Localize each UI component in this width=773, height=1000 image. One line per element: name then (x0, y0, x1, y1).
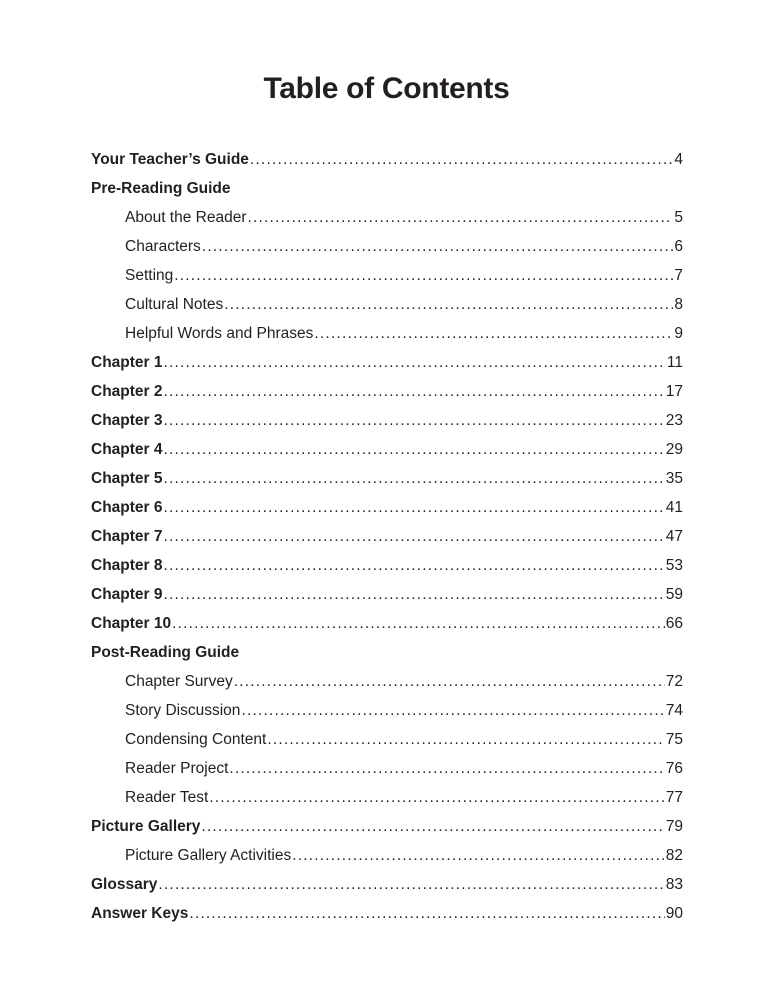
toc-entry-label: Condensing Content (125, 725, 267, 754)
toc-entry-label: Cultural Notes (125, 290, 224, 319)
toc-entry-page: 4 (674, 151, 683, 168)
toc-entry-label: Chapter Survey (125, 667, 234, 696)
table-of-contents (91, 145, 683, 928)
toc-entry-page: 72 (665, 673, 683, 690)
dot-leader (164, 580, 665, 609)
toc-entry-page: 17 (665, 383, 683, 400)
toc-entry-label: Chapter 2 (91, 377, 164, 406)
toc-entry-label: Picture Gallery Activities (125, 841, 292, 870)
dot-leader (164, 464, 665, 493)
toc-entry-page: 76 (665, 760, 683, 777)
toc-entry-page: 7 (674, 267, 683, 284)
dot-leader (234, 667, 665, 696)
toc-entry-label: Story Discussion (125, 696, 241, 725)
dot-leader (248, 203, 674, 232)
toc-entry-page: 11 (666, 354, 683, 371)
toc-entry-label: Glossary (91, 870, 158, 899)
dot-leader (164, 522, 665, 551)
dot-leader (164, 377, 665, 406)
toc-entry-label: Chapter 1 (91, 348, 164, 377)
toc-entry-page: 66 (665, 615, 683, 632)
dot-leader (164, 435, 665, 464)
toc-entry-page: 8 (674, 296, 683, 313)
toc-entry-label: Reader Project (125, 754, 229, 783)
toc-entry-label: Your Teacher’s Guide (91, 145, 250, 174)
toc-entry-picture-gallery-activities[interactable] (91, 841, 683, 870)
dot-leader (229, 754, 664, 783)
toc-entry-page: 35 (665, 470, 683, 487)
toc-entry-label: Reader Test (125, 783, 209, 812)
toc-entry-answer-keys[interactable] (91, 899, 683, 928)
dot-leader (158, 870, 664, 899)
toc-entry-about-the-reader[interactable] (91, 203, 683, 232)
toc-section-label: Pre-Reading Guide (91, 174, 232, 203)
dot-leader (164, 493, 665, 522)
page-title: Table of Contents (263, 72, 510, 105)
dot-leader (314, 319, 673, 348)
toc-entry-label: Answer Keys (91, 899, 189, 928)
toc-section-pre-reading-guide (91, 174, 683, 203)
dot-leader (164, 551, 665, 580)
toc-entry-label: Chapter 5 (91, 464, 164, 493)
toc-entry-chapter-7[interactable] (91, 522, 683, 551)
toc-entry-label: Picture Gallery (91, 812, 201, 841)
toc-entry-page: 75 (665, 731, 683, 748)
dot-leader (164, 406, 665, 435)
toc-entry-label: Chapter 8 (91, 551, 164, 580)
toc-entry-page: 47 (665, 528, 683, 545)
toc-entry-chapter-1[interactable] (91, 348, 683, 377)
toc-entry-chapter-9[interactable] (91, 580, 683, 609)
dot-leader (250, 145, 673, 174)
dot-leader (224, 290, 673, 319)
dot-leader (201, 812, 664, 841)
toc-entry-story-discussion[interactable] (91, 696, 683, 725)
toc-entry-label: Characters (125, 232, 202, 261)
dot-leader (267, 725, 664, 754)
dot-leader (209, 783, 664, 812)
toc-entry-page: 9 (674, 325, 683, 342)
toc-entry-page: 59 (665, 586, 683, 603)
toc-section-post-reading-guide (91, 638, 683, 667)
toc-entry-page: 29 (665, 441, 683, 458)
toc-entry-label: Chapter 7 (91, 522, 164, 551)
dot-leader (174, 261, 673, 290)
toc-entry-page: 82 (665, 847, 683, 864)
dot-leader (241, 696, 664, 725)
toc-entry-page: 5 (674, 209, 683, 226)
toc-entry-page: 77 (665, 789, 683, 806)
toc-entry-page: 41 (665, 499, 683, 516)
toc-entry-chapter-4[interactable] (91, 435, 683, 464)
toc-entry-chapter-8[interactable] (91, 551, 683, 580)
toc-entry-page: 74 (665, 702, 683, 719)
toc-entry-label: Chapter 4 (91, 435, 164, 464)
toc-entry-your-teachers-guide[interactable] (91, 145, 683, 174)
toc-entry-condensing-content[interactable] (91, 725, 683, 754)
toc-entry-setting[interactable] (91, 261, 683, 290)
toc-entry-characters[interactable] (91, 232, 683, 261)
dot-leader (172, 609, 665, 638)
toc-entry-helpful-words[interactable] (91, 319, 683, 348)
toc-entry-page: 90 (665, 905, 683, 922)
toc-entry-chapter-5[interactable] (91, 464, 683, 493)
dot-leader (292, 841, 665, 870)
toc-entry-chapter-3[interactable] (91, 406, 683, 435)
toc-entry-label: About the Reader (125, 203, 248, 232)
toc-entry-page: 6 (674, 238, 683, 255)
toc-entry-label: Setting (125, 261, 174, 290)
toc-entry-cultural-notes[interactable] (91, 290, 683, 319)
toc-entry-label: Chapter 9 (91, 580, 164, 609)
toc-entry-page: 53 (665, 557, 683, 574)
toc-entry-label: Chapter 6 (91, 493, 164, 522)
toc-entry-label: Chapter 10 (91, 609, 172, 638)
dot-leader (164, 348, 666, 377)
toc-entry-label: Chapter 3 (91, 406, 164, 435)
dot-leader (202, 232, 674, 261)
toc-entry-reader-project[interactable] (91, 754, 683, 783)
toc-entry-chapter-survey[interactable] (91, 667, 683, 696)
toc-entry-chapter-10[interactable] (91, 609, 683, 638)
toc-entry-label: Helpful Words and Phrases (125, 319, 314, 348)
dot-leader (189, 899, 664, 928)
toc-entry-picture-gallery[interactable] (91, 812, 683, 841)
toc-entry-reader-test[interactable] (91, 783, 683, 812)
toc-entry-chapter-6[interactable] (91, 493, 683, 522)
toc-entry-chapter-2[interactable] (91, 377, 683, 406)
toc-section-label: Post-Reading Guide (91, 638, 240, 667)
toc-entry-page: 79 (665, 818, 683, 835)
toc-entry-page: 23 (665, 412, 683, 429)
toc-entry-page: 83 (665, 876, 683, 893)
toc-entry-glossary[interactable] (91, 870, 683, 899)
